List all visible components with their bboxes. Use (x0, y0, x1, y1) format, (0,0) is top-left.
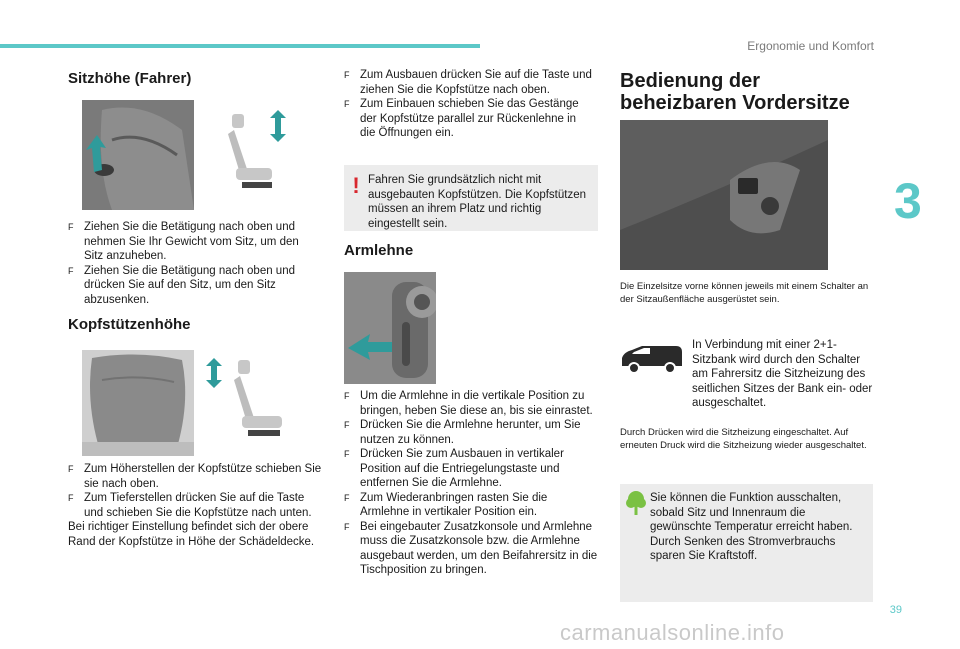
heated-seat-switch-photo (620, 120, 828, 270)
list-item: F Ziehen Sie die Betätigung nach oben und drücken Sie auf den Sitz, um den Sitz abzusenken. (68, 264, 316, 308)
eco-tip-text: Sie können die Funktion ausschalten, sobald Sitz und Innenraum die gewünschte Temperatur erreicht haben. Durch Senken des Stromverbrauchs sparen Sie Kraftstoff. (650, 492, 853, 562)
seat-height-instructions (68, 220, 316, 307)
list-item: F Bei eingebauter Zusatzkonsole und Armlehne muss die Zusatzkonsole bzw. die Armlehne ausgebaut werden, um den Beifahrersitz in die Tischposition zu bringen. (344, 520, 598, 578)
list-item: F Drücken Sie die Armlehne herunter, um Sie nutzen zu können. (344, 418, 598, 447)
van-icon (620, 342, 684, 374)
list-item: F Drücken Sie zum Ausbauen in vertikaler Position auf die Entriegelungstaste und entfernen Sie die Armlehne. (344, 447, 598, 491)
heated-seats-heading: Bedienung der beheizbaren Vordersitze (620, 70, 850, 114)
headrest-removal-instructions (344, 68, 594, 141)
armrest-photo (344, 272, 436, 384)
list-item: F Zum Tieferstellen drücken Sie auf die Taste und schieben Sie die Kopfstütze nach unten. (68, 491, 324, 520)
seat-lever-photo (82, 100, 194, 210)
eco-tree-icon (626, 490, 646, 516)
chapter-number: 3 (894, 173, 922, 229)
van-bench-note: In Verbindung mit einer 2+1-Sitzbank wird durch den Schalter am Fahrersitz die Sitzheizung des seitlichen Sitzes der Bank ein- oder ausgeschaltet. (692, 339, 873, 409)
list-item: F Ziehen Sie die Betätigung nach oben und nehmen Sie Ihr Gewicht vom Sitz, um den Sitz anzuheben. (68, 220, 316, 264)
headrest-photo (82, 350, 194, 456)
list-item: F Zum Wiederanbringen rasten Sie die Armlehne in vertikaler Position ein. (344, 491, 598, 520)
page-number: 39 (889, 604, 902, 616)
headrest-note: Bei richtiger Einstellung befindet sich der obere Rand der Kopfstütze in Höhe der Schädeldecke. (68, 521, 315, 548)
eco-tip-box (620, 484, 873, 602)
headrest-heading: Kopfstützenhöhe (68, 316, 191, 333)
headrest-diagram (202, 352, 294, 450)
list-item: F Zum Ausbauen drücken Sie auf die Taste und ziehen Sie die Kopfstütze nach oben. (344, 68, 594, 97)
headrest-instructions (68, 462, 324, 549)
armrest-heading: Armlehne (344, 242, 414, 259)
section-title: Ergonomie und Komfort (747, 39, 874, 53)
list-item: F Zum Höherstellen der Kopfstütze schieben Sie sie nach oben. (68, 462, 324, 491)
heated-seat-caption: Die Einzelsitze vorne können jeweils mit einem Schalter an der Sitzaußenfläche ausgerüstet sein. (620, 281, 869, 305)
switch-press-note: Durch Drücken wird die Sitzheizung eingeschaltet. Auf erneuten Druck wird die Sitzheizung wieder ausgeschaltet. (620, 427, 867, 451)
header-accent-bar (0, 44, 480, 48)
list-item: F Zum Einbauen schieben Sie das Gestänge der Kopfstütze parallel zur Rückenlehne in die Öffnungen ein. (344, 97, 594, 141)
list-item: F Um die Armlehne in die vertikale Position zu bringen, heben Sie diese an, bis sie einrastet. (344, 389, 598, 418)
seat-height-heading: Sitzhöhe (Fahrer) (68, 70, 192, 87)
watermark: carmanualsonline.info (560, 620, 785, 645)
warning-text: Fahren Sie grundsätzlich nicht mit ausgebauten Kopfstützen. Die Kopfstützen müssen an ihrem Platz und richtig eingestellt sein. (368, 174, 587, 230)
warning-icon: ! (352, 173, 360, 198)
armrest-instructions (344, 389, 598, 578)
warning-box (344, 165, 598, 231)
seat-height-diagram (222, 108, 294, 194)
